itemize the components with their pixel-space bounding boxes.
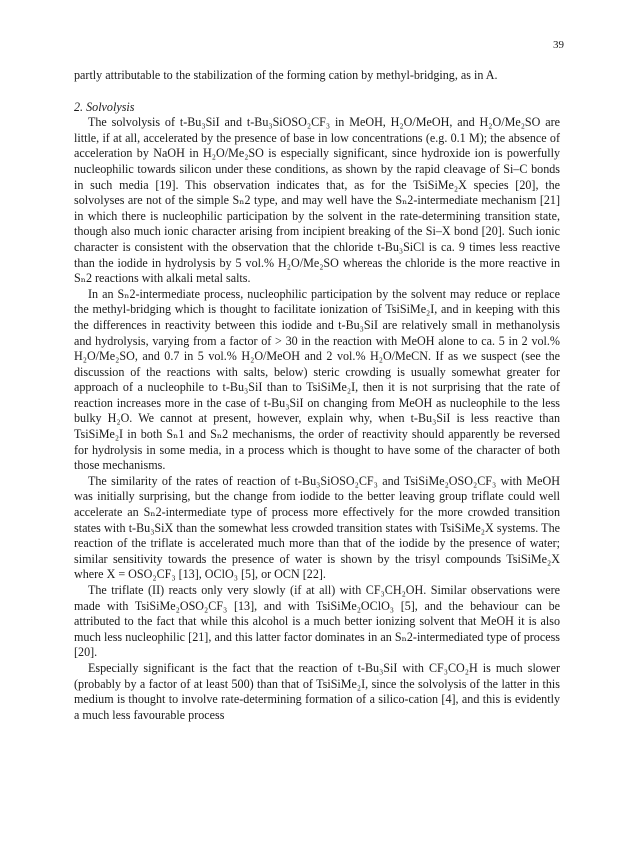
- paragraph: The solvolysis of t-Bu₃SiI and t-Bu₃SiOSO₂CF₃ in MeOH, H₂O/MeOH, and H₂O/Me₂SO are little, if at all, accelerated by the presence of base in low concentrations (e.g. 0.1 M); the absence of acceleration by NaOH in H₂O/Me₂SO is especially significant, since hydroxide ion is powerfully nucleophilic towards silicon under these conditions, as shown by the rapid cleavage of Si–C bonds in such media [19]. This observation indicates that, as for the TsiSiMe₂X species [20], the solvolyses are not of the simple Sₙ2 type, and may well have the Sₙ2-intermediate mechanism [21] in which there is nucleophilic participation by the solvent in the rate-determining transition state, though also much ionic character arising from incipient breaking of the Si–X bond [20]. Such ionic character is consistent with the observation that the chloride t-Bu₃SiCl is ca. 9 times less reactive than the iodide in hydrolysis by 5 vol.% H₂O/Me₂SO whereas the chloride is the more reactive in Sₙ2 reactions with alkali metal salts.: [74, 115, 560, 286]
- paragraph: The triflate (II) reacts only very slowly (if at all) with CF₃CH₂OH. Similar observations were made with TsiSiMe₂OSO₂CF₃ [13], and with TsiSiMe₂OClO₃ [5], and the behaviour can be attributed to the fact that while this alcohol is a much better ionizing solvent that MeOH it is also much less nucleophilic [21], and this latter factor dominates in an Sₙ2-intermediated type of process [20].: [74, 583, 560, 660]
- body-text: [74, 68, 560, 723]
- paragraph-intro: partly attributable to the stabilization of the forming cation by methyl-bridging, as in A.: [74, 68, 498, 82]
- paragraph: In an Sₙ2-intermediate process, nucleophilic participation by the solvent may reduce or replace the methyl-bridging which is thought to facilitate ionization of TsiSiMe₂I, and in keeping with this the differences in reactivity between this iodide and t-Bu₃SiI are relatively small in methanolysis and hydrolysis, varying from a factor of > 30 in the reaction with MeOH alone to ca. 5 in 2 vol.% H₂O/Me₂SO, and 0.7 in 5 vol.% H₂O/MeOH and 2 vol.% H₂O/MeCN. If as we suspect (see the discussion of the reactions with salts, below) steric crowding is usually somewhat greater for approach of a nucleophile to t-Bu₃SiI than to TsiSiMe₂I, then it is not surprising that the rate of reaction increases more in the case of t-Bu₃SiI on changing from MeOH as nucleophile to the less bulky H₂O. We cannot at present, however, explain why, when t-Bu₃SiI is less reactive than TsiSiMe₂I in both Sₙ1 and Sₙ2 mechanisms, the order of reactivity should apparently be reversed for hydrolysis in some media, in a process which is thought to have some of the character of both those mechanisms.: [74, 286, 560, 473]
- paragraph: The similarity of the rates of reaction of t-Bu₃SiOSO₂CF₃ and TsiSiMe₂OSO₂CF₃ with MeOH was initially surprising, but the change from iodide to the better leaving group triflate could well accelerate an Sₙ2-intermediate type of process more effectively for the more crowded transition states with t-Bu₃SiX than the somewhat less crowded transition states with TsiSiMe₂X systems. The reaction of the triflate is accelerated much more than that of the iodide by the presence of water; similar sensitivity towards the presence of water is shown by the trisyl compounds TsiSiMe₂X where X = OSO₂CF₃ [13], OClO₃ [5], or OCN [22].: [74, 473, 560, 582]
- section-heading: 2. Solvolysis: [74, 99, 135, 114]
- paragraph: Especially significant is the fact that the reaction of t-Bu₃SiI with CF₃CO₂H is much slower (probably by a factor of at least 500) than that of TsiSiMe₂I, since the solvolysis of the latter in this medium is thought to involve rate-determining formation of a silico-cation [4], and this is evidently a much less favourable process: [74, 660, 560, 722]
- page-number: 39: [553, 39, 564, 51]
